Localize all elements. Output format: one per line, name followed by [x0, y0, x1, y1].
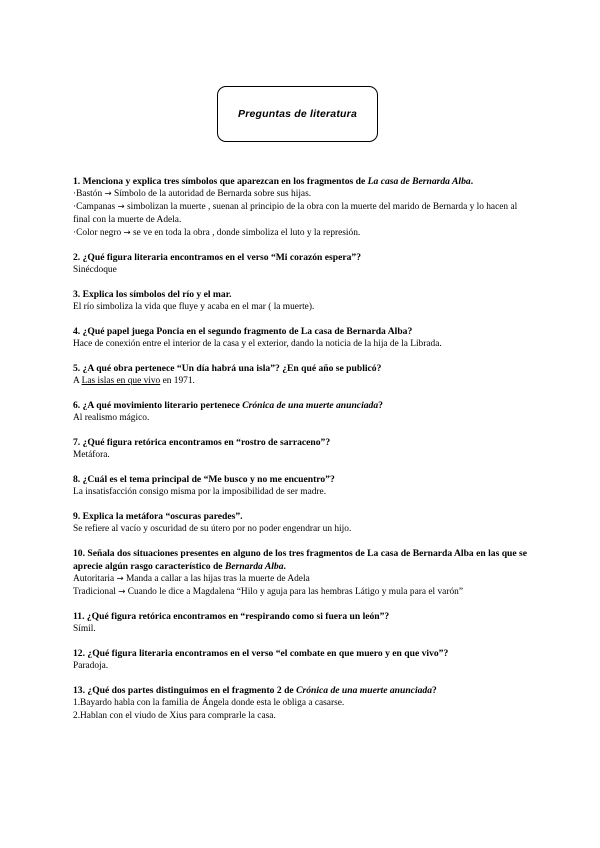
questions-list [73, 175, 533, 734]
answer-line: Símil. [73, 624, 96, 634]
arrow-icon: → [116, 574, 124, 584]
question-text: 4. ¿Qué papel juega Poncia en el segundo fragmento de La casa de Bernarda Alba? [73, 326, 413, 337]
question-text: 12. ¿Qué figura literaria encontramos en el verso “el combate en que muero y en que vivo”? [73, 648, 449, 659]
question-text: 11. ¿Qué figura retórica encontramos en “respirando como si fuera un león”? [73, 611, 390, 622]
arrow-icon: → [118, 587, 126, 597]
answer-line: La insatisfacción consigo misma por la imposibilidad de ser madre. [73, 487, 327, 497]
question-7 [73, 436, 533, 462]
answer-line: Hace de conexión entre el interior de la casa y el exterior, dando la noticia de la hija de la Librada. [73, 339, 442, 349]
question-text: 13. ¿Qué dos partes distinguimos en el fragmento 2 de Crónica de una muerte anunciada? [73, 685, 437, 696]
question-4 [73, 325, 533, 351]
question-5 [73, 362, 533, 388]
question-text: 2. ¿Qué figura literaria encontramos en el verso “Mi corazón espera”? [73, 252, 362, 263]
answer-line: 1.Bayardo habla con la familia de Ángela donde esta le obliga a casarse. [73, 698, 345, 708]
question-text: 5. ¿A qué obra pertenece “Un día habrá una isla”? ¿En qué año se publicó? [73, 363, 382, 374]
title-box [217, 86, 378, 142]
answer-line: Sinécdoque [73, 265, 117, 275]
question-2 [73, 251, 533, 277]
answer-line: Metáfora. [73, 450, 110, 460]
question-text: 10. Señala dos situaciones presentes en alguno de los tres fragmentos de La casa de Bernarda Alba en las que se aprecie algún rasgo característico de Bernarda Alba. [73, 548, 528, 572]
page-title: Preguntas de literatura [238, 108, 357, 120]
arrow-icon: → [104, 189, 112, 199]
book-title: Las islas en que vivo [81, 376, 161, 386]
arrow-icon: → [117, 202, 125, 212]
arrow-icon: → [123, 228, 131, 238]
answer-line: Autoritaria → Manda a callar a las hijas tras la muerte de Adela [73, 574, 310, 584]
question-1 [73, 175, 533, 240]
answer-line: Paradoja. [73, 661, 109, 671]
answer-line: 2.Hablan con el viudo de Xius para comprarle la casa. [73, 711, 276, 721]
question-text: 3. Explica los símbolos del río y el mar. [73, 289, 232, 300]
answer-line: Al realismo mágico. [73, 413, 150, 423]
answer-line: Tradicional → Cuando le dice a Magdalena “Hilo y aguja para las hembras Látigo y mula para el varón” [73, 587, 463, 597]
question-8 [73, 473, 533, 499]
question-text: 6. ¿A qué movimiento literario pertenece Crónica de una muerte anunciada? [73, 400, 383, 411]
question-3 [73, 288, 533, 314]
question-10 [73, 547, 533, 599]
question-6 [73, 399, 533, 425]
answer-line: Se refiere al vacío y oscuridad de su útero por no poder engendrar un hijo. [73, 524, 352, 534]
answer-line: A Las islas en que vivo en 1971. [73, 376, 195, 386]
question-text: 1. Menciona y explica tres símbolos que aparezcan en los fragmentos de La casa de Bernarda Alba. [73, 176, 474, 187]
question-11 [73, 610, 533, 636]
question-text: 8. ¿Cuál es el tema principal de “Me busco y no me encuentro”? [73, 474, 335, 485]
question-9 [73, 510, 533, 536]
question-13 [73, 684, 533, 723]
answer-line: ·Campanas → simbolizan la muerte , suenan al principio de la obra con la muerte del marido de Bernarda y lo hacen al final con la muerte de Adela. [73, 202, 518, 225]
question-12 [73, 647, 533, 673]
question-text: 9. Explica la metáfora “oscuras paredes”. [73, 511, 243, 522]
answer-line: ·Color negro → se ve en toda la obra , donde simboliza el luto y la represión. [73, 228, 361, 238]
answer-line: ·Bastón → Símbolo de la autoridad de Bernarda sobre sus hijas. [73, 189, 312, 199]
question-text: 7. ¿Qué figura retórica encontramos en “rostro de sarraceno”? [73, 437, 331, 448]
answer-line: El río simboliza la vida que fluye y acaba en el mar ( la muerte). [73, 302, 315, 312]
